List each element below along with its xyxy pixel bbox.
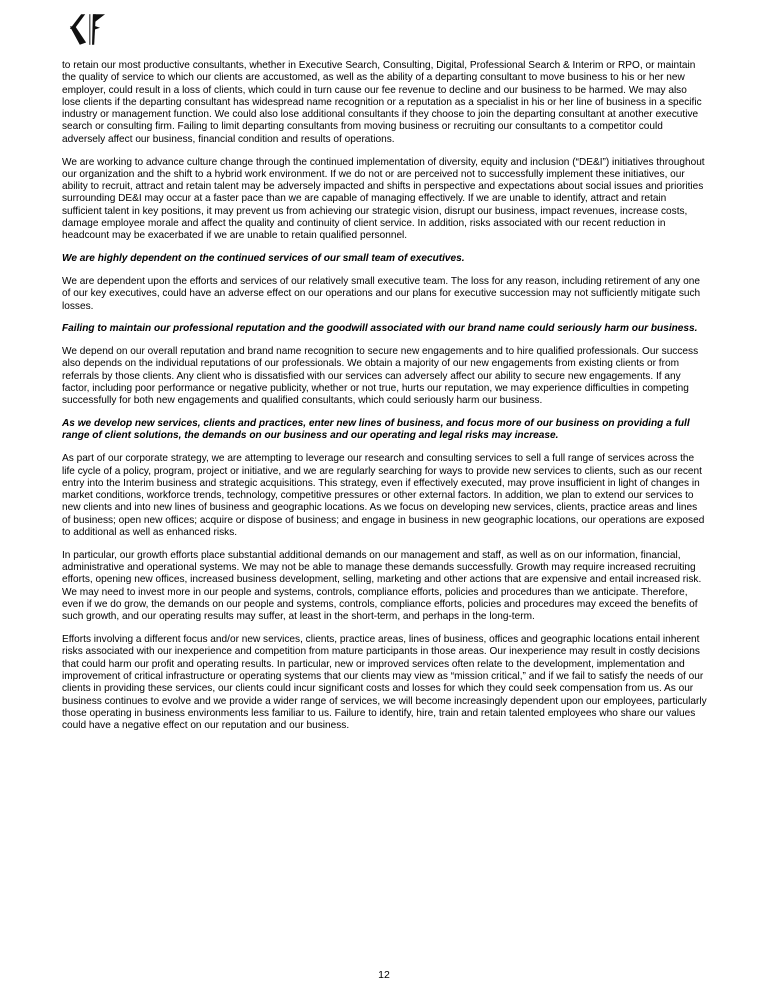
risk-factor-heading: We are highly dependent on the continued services of our small team of executives. <box>62 253 465 265</box>
body-paragraph: We are dependent upon the efforts and services of our relatively small executive team. The loss for any reason, including retirement of any one of our key executives, could have an adverse effect on our operations and our plans for executive succession may not sufficiently mitigate such losses. <box>62 275 701 312</box>
risk-factor-heading: Failing to maintain our professional reputation and the goodwill associated with our brand name could seriously harm our business. <box>62 323 698 335</box>
body-paragraph: We are working to advance culture change through the continued implementation of diversity, equity and inclusion (“DE&I”) initiatives throughout our organization and the shift to a hybrid work environment. If we do not or are perceived not to successfully implement these initiatives, our ability to recruit, attract and retain talent may be adversely impacted and shifts in perspective and expectations about social issues and priorities surrounding DE&I may occur at a faster pace than we are capable of managing effectively. If we are unable to identify, attract and retain sufficient talent in key positions, it may prevent us from achieving our strategic vision, disrupt our business, impact revenues, increase costs, damage employee morale and affect the quality and continuity of client service. In addition, risks associated with our recent reduction in headcount may be exacerbated if we are unable to retain qualified personnel. <box>62 156 705 242</box>
body-paragraph: In particular, our growth efforts place substantial additional demands on our management and staff, as well as on our information, financial, administrative and operational systems. We may not be able to manage these demands successfully. Growth may require increased recruiting efforts, opening new offices, increased business development, selling, marketing and other actions that are expensive and entail increased risk. We may need to invest more in our people and systems, controls, compliance efforts, policies and procedures than we anticipate. Therefore, even if we do grow, the demands on our people and systems, controls, compliance efforts, policies and procedures may exceed the benefits of such growth, and our operating results may suffer, at least in the short-term, and perhaps in the long-term. <box>62 549 702 623</box>
body-paragraph: Efforts involving a different focus and/or new services, clients, practice areas, lines of business, offices and geographic locations entail inherent risks associated with our inexperience and competition from mature participants in those areas. Our inexperience may result in costly decisions that could harm our profit and operating results. In particular, new or improved services often relate to the development, implementation and improvement of critical infrastructure or operating systems that our clients may view as “mission critical,” and if we fail to satisfy the needs of our clients in providing these services, our clients could incur significant costs and losses for which they could seek compensation from us. As our business continues to evolve and we provide a wider range of services, we will become increasingly dependent upon our employees, particularly those operating in business environments less familiar to us. Failure to identify, hire, train and retain talented employees who share our values could have a negative effect on our reputation and our business. <box>62 634 707 732</box>
korn-ferry-monogram-icon <box>69 14 105 45</box>
body-paragraph: We depend on our overall reputation and brand name recognition to secure new engagements and to hire qualified professionals. Our success also depends on the individual reputations of our professionals. We obtain a majority of our new engagements from existing clients or from referrals by those clients. Any client who is dissatisfied with our services can adversely affect our ability to secure new engagements. If any factor, including poor performance or negative publicity, whether or not true, hurts our reputation, we may experience difficulties in competing successfully for both new engagements and qualified consultants, which could seriously harm our business. <box>62 346 699 407</box>
risk-factors-content <box>62 60 708 743</box>
body-paragraph: As part of our corporate strategy, we are attempting to leverage our research and consulting services to sell a full range of services across the life cycle of a policy, program, project or initiative, and we are regularly searching for ways to provide new services to clients, such as our recent entry into the Interim business and strategic acquisitions. This strategy, even if effectively executed, may prove insufficient in light of changes in market conditions, workforce trends, technology, competitive pressures or other external factors. In addition, we plan to extend our services to new clients and into new lines of business and geographic locations. As we focus on developing new services, clients, practice areas and lines of business; open new offices; acquire or dispose of business; and engage in business in new geographic locations, our operations are exposed to additional as well as enhanced risks. <box>62 453 705 538</box>
risk-factor-heading: As we develop new services, clients and practices, enter new lines of business, and focus more of our business on providing a full range of client solutions, the demands on our business and our operating and legal risks may increase. <box>62 418 690 442</box>
page-number: 12 <box>378 969 390 981</box>
korn-ferry-logo <box>69 14 105 45</box>
body-paragraph: to retain our most productive consultants, whether in Executive Search, Consulting, Digital, Professional Search & Interim or RPO, or maintain the quality of service to which our clients are accustomed, as well as the ability of a departing consultant to move business to his or her new employer, could result in a loss of clients, which could in turn cause our fee revenue to decline and our business to be harmed. We may also lose clients if the departing consultant has widespread name recognition or a reputation as a specialist in his or her line of business in a specific industry or management function. We could also lose additional consultants if they choose to join the departing consultant at another executive search or consulting firm. Failing to limit departing consultants from moving business or recruiting our consultants to a competitor could adversely affect our business, financial condition and results of operations. <box>62 60 702 145</box>
